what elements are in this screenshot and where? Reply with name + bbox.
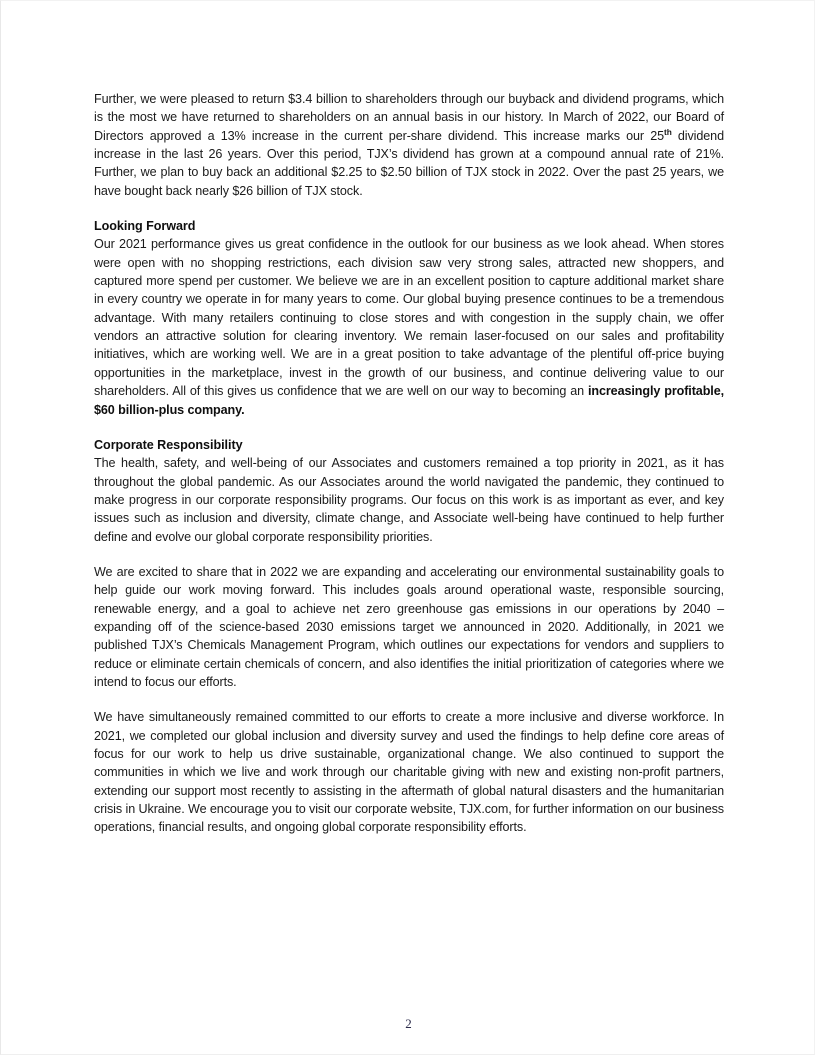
paragraph-looking-forward xyxy=(94,235,724,418)
paragraph-inclusion-diversity: We have simultaneously remained committed to our efforts to create a more inclusive and diverse workforce. In 2021, we completed our global inclusion and diversity survey and used the findings to help define core areas of focus for our work to help us drive sustainable, organizational change. We also continued to support the communities in which we live and work through our charitable giving with new and existing non-profit partners, extending our support most recently to assisting in the aftermath of global natural disasters and the humanitarian crisis in Ukraine. We encourage you to visit our corporate website, TJX.com, for further information on our business operations, financial results, and ongoing global corporate responsibility efforts. xyxy=(94,710,724,835)
page-content xyxy=(94,90,724,837)
looking-forward-bold-tail: increasingly profitable, $60 billion-plus company. xyxy=(94,384,725,417)
section-heading-corporate-responsibility: Corporate Responsibility xyxy=(94,437,243,452)
paragraph-shareholder-returns xyxy=(94,90,724,200)
page-footer xyxy=(1,1015,815,1033)
paragraph-text-part-1: Further, we were pleased to return $3.4 billion to shareholders through our buyback and dividend programs, which is the most we have returned to shareholders on an annual basis in our history. In March of 2022, our Board of Directors approved a 13% increase in the current per-share dividend. This increase marks our 25 xyxy=(94,92,724,143)
paragraph-environmental-sustainability: We are excited to share that in 2022 we are expanding and accelerating our environmental sustainability goals to help guide our work moving forward. This includes goals around operational waste, responsible sourcing, renewable energy, and a goal to achieve net zero greenhouse gas emissions in our operations by 2040 – expanding off of the science-based 2030 emissions target we announced in 2020. Additionally, in 2021 we published TJX’s Chemicals Management Program, which outlines our expectations for vendors and suppliers to reduce or eliminate certain chemicals of concern, and also identifies the initial prioritization of categories where we intend to focus our efforts. xyxy=(94,564,724,689)
ordinal-suffix: th xyxy=(664,126,672,137)
paragraph-text-part-2: dividend increase in the last 26 years. Over this period, TJX’s dividend has grown at a compound annual rate of 21%. Further, we plan to buy back an additional $2.25 to $2.50 billion of TJX stock in 2022. Over the past 25 years, we have bought back nearly $26 billion of TJX stock. xyxy=(94,128,724,198)
paragraph-health-safety-wellbeing: The health, safety, and well-being of our Associates and customers remained a top priority in 2021, as it has throughout the global pandemic. As our Associates around the world navigated the pandemic, they continued to make progress in our corporate responsibility programs. Our focus on this work is as important as ever, and key issues such as inclusion and diversity, climate change, and Associate well-being have continued to help further define and evolve our global corporate responsibility priorities. xyxy=(94,456,724,544)
section-heading-looking-forward: Looking Forward xyxy=(94,219,196,234)
page-number: 2 xyxy=(405,1016,412,1031)
looking-forward-text: Our 2021 performance gives us great confidence in the outlook for our business as we look ahead. When stores were open with no shopping restrictions, each division saw very strong sales, attracted new shoppers, and captured more spend per customer. We believe we are in an excellent position to capture additional market share in every country we operate in for many years to come. Our global buying presence continues to be a tremendous advantage. With many retailers continuing to close stores and with congestion in the supply chain, we offer vendors an attractive solution for clearing inventory. We remain laser-focused on our sales and profitability initiatives, which are working well. We are in a great position to take advantage of the plentiful off-price buying opportunities in the marketplace, invest in the growth of our business, and continue delivering value to our shareholders. All of this gives us confidence that we are well on our way to becoming an xyxy=(94,237,724,399)
